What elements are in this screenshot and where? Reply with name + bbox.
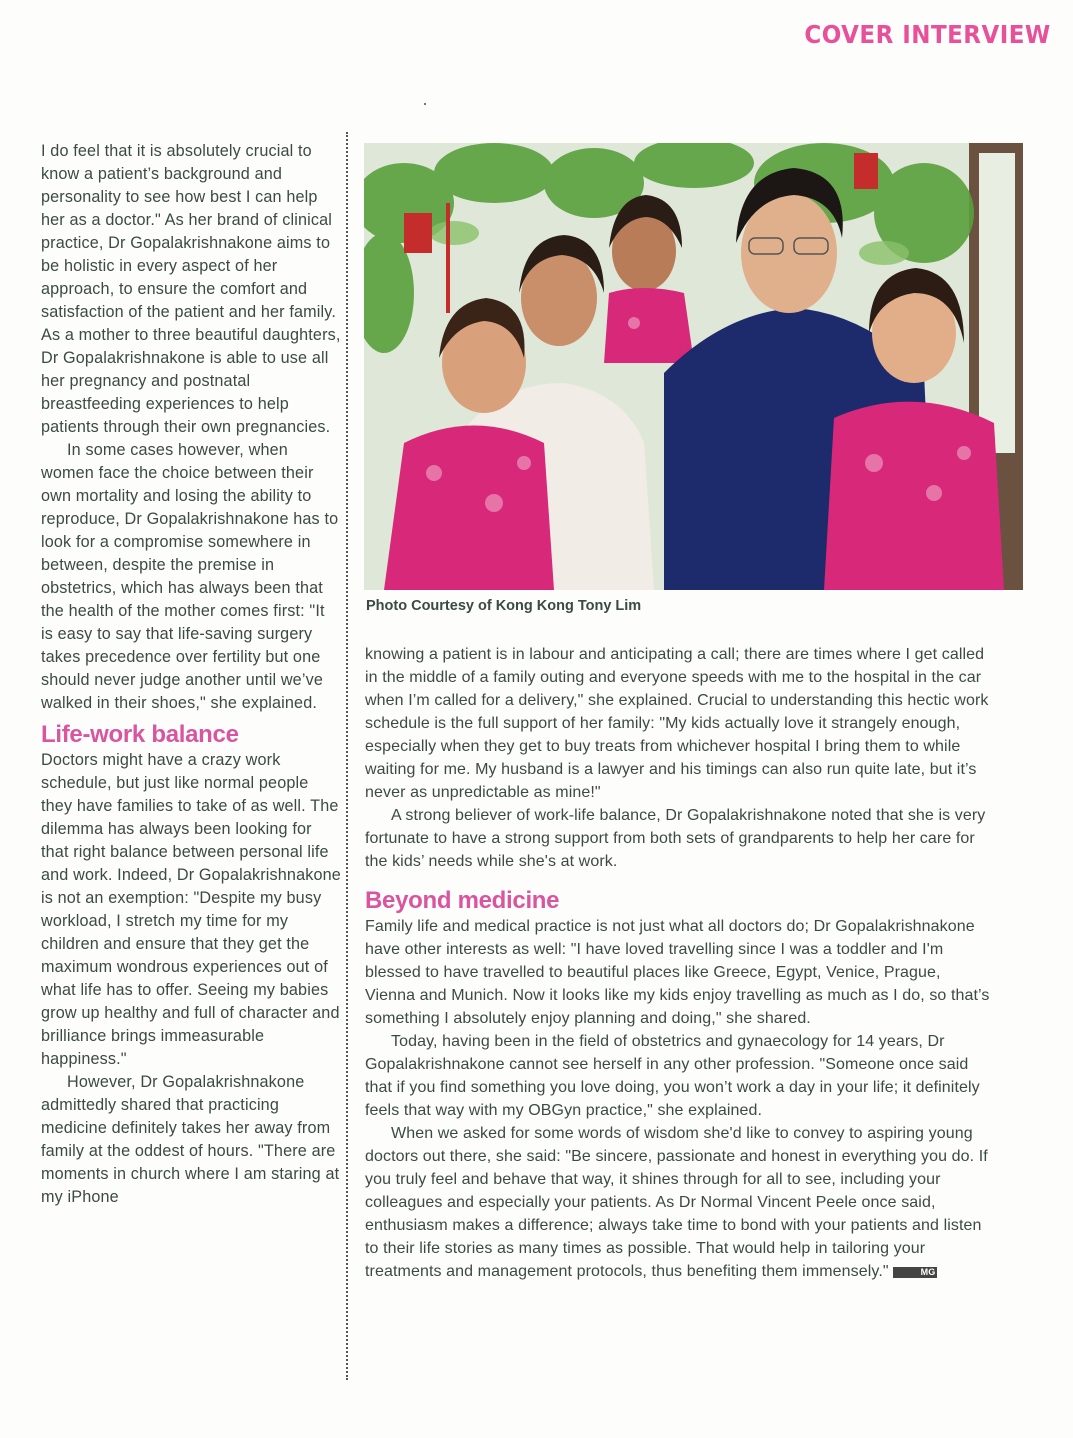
family-photo [364,143,1023,590]
final-paragraph-text: When we asked for some words of wisdom she'd like to convey to aspiring young doctors out there, she said: "Be sincere, passionate and honest in everything you do. If you truly feel and behave that way, it shines through for all to see, including your colleagues and especially your patients. As Dr Normal Vincent Peele once said, enthusiasm makes a difference; always take time to bond with your patients and listen to their life stories as many times as possible. That would help in tailoring your treatments and management protocols, thus benefiting them immensely." [365,1125,988,1280]
body-paragraph: Family life and medical practice is not just what all doctors do; Dr Gopalakrishnakone have other interests as well: "I have loved travelling since I was a toddler and I'm blessed to have travelled to beautiful places like Greece, Egypt, Venice, Prague, Vienna and Munich. Now it looks like my kids enjoy travelling as much as I do, so that’s something I absolutely enjoy planning and doing," she shared. [365,918,990,1027]
body-paragraph: However, Dr Gopalakrishnakone admittedly shared that practicing medicine definitely takes her away from family at the oddest of hours. "There are moments in church where I am staring at my iPhone [41,1073,340,1206]
print-artifact [424,103,426,105]
section-header: COVER INTERVIEW [804,20,1051,49]
body-paragraph: knowing a patient is in labour and anticipating a call; there are times where I get called in the middle of a family outing and everyone speeds with me to the hospital in the car when I’m called for a delivery," she explained. Crucial to understanding this hectic work schedule is the full support of her family: "My kids actually love it strangely enough, especially when they get to buy treats from whichever hospital I bring them to while waiting for me. My husband is a lawyer and his timings can also run quite late, but it’s never as unpredictable as mine!" [365,646,989,801]
body-paragraph: In some cases however, when women face the choice between their own mortality and losing the ability to reproduce, Dr Gopalakrishnakone has to look for a compromise somewhere in between, despite the premise in obstetrics, which has always been that the health of the mother comes first: "It is easy to say that life-saving surgery takes precedence over fertility but one should never judge another until we’ve walked in their shoes," she explained. [41,441,339,712]
girl-dress [824,402,1004,590]
red-envelope [854,153,878,189]
subheading-beyond-medicine: Beyond medicine [365,887,560,914]
body-paragraph: I do feel that it is absolutely crucial to know a patient’s background and personality to see how best I can help her as a doctor." As her brand of clinical practice, Dr Gopalakrishnakone aims to be holistic in every aspect of her approach, to ensure the comfort and satisfaction of the patient and her family. As a mother to three beautiful daughters, Dr Gopalakrishnakone is able to use all her pregnancy and postnatal breastfeeding experiences to help patients through their own pregnancies. [41,142,341,436]
column-divider [346,132,348,1380]
left-column [41,140,341,1209]
right-column [365,643,990,1283]
body-paragraph: Today, having been in the field of obstetrics and gynaecology for 14 years, Dr Gopalakrishnakone cannot see herself in any other profession. "Someone once said that if you find something you love doing, you won’t work a day in your life; it definitely feels that way with my OBGyn practice," she explained. [365,1033,980,1119]
body-paragraph: Doctors might have a crazy work schedule, but just like normal people they have families to take of as well. The dilemma has always been looking for that right balance between personal life and work. Indeed, Dr Gopalakrishnakone is not an exemption: "Despite my busy workload, I stretch my time for my children and ensure that they get the maximum wondrous experiences out of what life has to offer. Seeing my babies grow up healthy and full of character and brilliance brings immeasurable happiness." [41,751,341,1068]
end-mark-logo: MG [893,1267,938,1278]
red-envelope [404,213,432,253]
photo-caption: Photo Courtesy of Kong Kong Tony Lim [366,598,642,614]
girl-dress [384,426,554,591]
body-paragraph-final [365,1122,990,1283]
body-paragraph: A strong believer of work-life balance, Dr Gopalakrishnakone noted that she is very fortunate to have a strong support from both sets of grandparents to help her care for the kids’ needs while she's at work. [365,807,986,870]
subheading-life-work-balance: Life-work balance [41,721,239,748]
